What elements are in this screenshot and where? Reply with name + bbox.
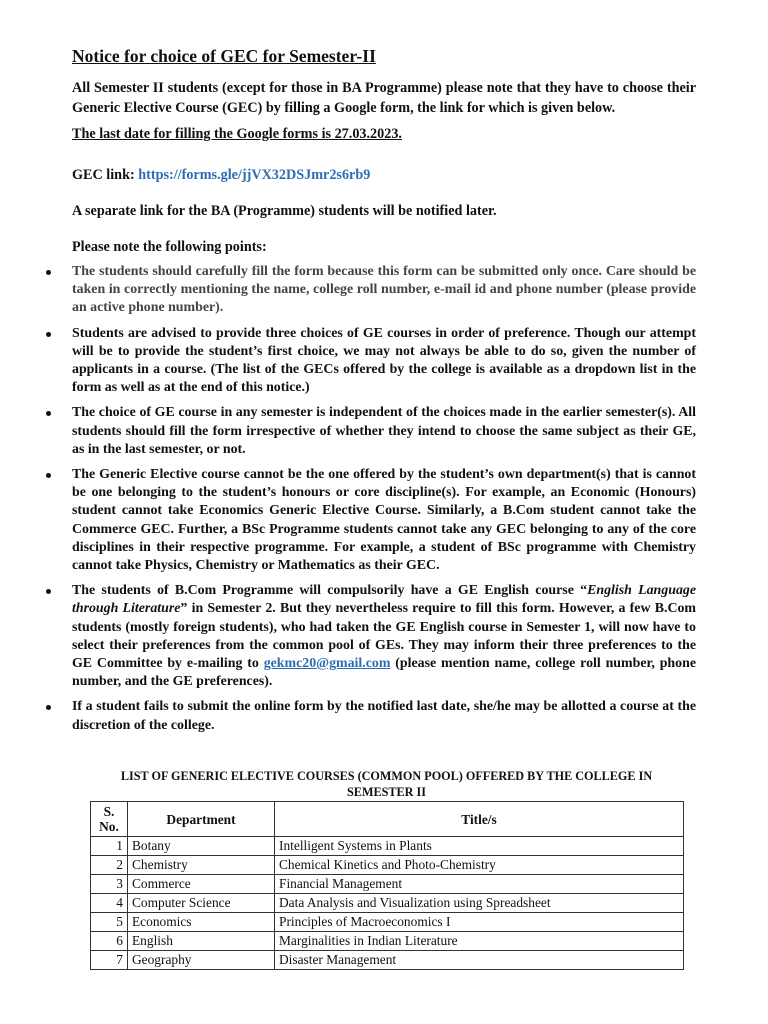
- cell-title: Data Analysis and Visualization using Spreadsheet: [275, 894, 684, 913]
- gec-link-line: [72, 165, 696, 185]
- table-header-row: [91, 802, 684, 837]
- cell-sn: 5: [91, 913, 128, 932]
- list-item: [0, 404, 696, 459]
- table-row: [91, 875, 684, 894]
- cell-title: Chemical Kinetics and Photo-Chemistry: [275, 856, 684, 875]
- point-text-part: (please mention name, college roll number, phone number, and the GE preferences).: [72, 656, 696, 690]
- points-list: [0, 263, 768, 742]
- cell-sn: 3: [91, 875, 128, 894]
- cell-department: Chemistry: [128, 856, 275, 875]
- cell-sn: 2: [91, 856, 128, 875]
- table-row: [91, 837, 684, 856]
- gec-table: [90, 801, 684, 970]
- table-row: [91, 913, 684, 932]
- cell-sn: 6: [91, 932, 128, 951]
- cell-department: Economics: [128, 913, 275, 932]
- gec-form-link[interactable]: https://forms.gle/jjVX32DSJmr2s6rb9: [138, 167, 371, 183]
- bullet-icon: [46, 270, 51, 275]
- point-text: The students should carefully fill the form because this form can be submitted only once. Care should be taken in correctly mentioning the name, college roll number, e-mail id and phone number (please provide an active phone number).: [72, 264, 696, 316]
- notice-title: Notice for choice of GEC for Semester-II: [72, 46, 376, 66]
- cell-department: Botany: [128, 837, 275, 856]
- bullet-icon: [46, 332, 51, 337]
- email-link[interactable]: gekmc20@gmail.com: [263, 656, 391, 672]
- cell-sn: 1: [91, 837, 128, 856]
- header-title: Title/s: [275, 802, 684, 837]
- cell-sn: 7: [91, 951, 128, 970]
- course-name: English Language through Literature: [72, 583, 697, 617]
- intro-paragraph: All Semester II students (except for those in BA Programme) please note that they have to choose their Generic Elective Course (GEC) by filling a Google form, the link for which is given below.: [72, 80, 696, 116]
- gec-link-label: GEC link:: [72, 167, 139, 183]
- point-text: The choice of GE course in any semester is independent of the choices made in the earlier semester(s). All students should fill the form irrespective of whether they intend to choose the same subject as their GE, as in the last semester, or not.: [72, 405, 696, 457]
- list-item: [0, 698, 696, 734]
- table-row: [91, 856, 684, 875]
- cell-title: Disaster Management: [275, 951, 684, 970]
- header-department: Department: [128, 802, 275, 837]
- point-text: Students are advised to provide three choices of GE courses in order of preference. Though our attempt will be to provide the student’s first choice, we may not always be able to do so, given the number of applicants in a course. (The list of the GECs offered by the college is available as a dropdown list in the form as well as at the end of this notice.): [72, 325, 696, 396]
- cell-department: Computer Science: [128, 894, 275, 913]
- last-date-notice: The last date for filling the Google forms is 27.03.2023.: [72, 126, 402, 142]
- point-text: The Generic Elective course cannot be the one offered by the student’s own department(s) that is cannot be one belonging to the student’s honours or core discipline(s). For example, an Economic (Honours) student cannot take Economics Generic Elective Course. Similarly, a B.Com student cannot take the Commerce GEC. Further, a BSc Programme students cannot take any GEC belonging to any of the core disciplines in their respective programme. For example, a student of BSc programme with Chemistry cannot take Physics, Chemistry or Mathematics as their GEC.: [72, 467, 696, 574]
- list-item: [0, 325, 696, 398]
- cell-sn: 4: [91, 894, 128, 913]
- cell-title: Intelligent Systems in Plants: [275, 837, 684, 856]
- header-sn: S. No.: [91, 802, 128, 837]
- cell-department: Geography: [128, 951, 275, 970]
- bullet-icon: [46, 705, 51, 710]
- point-text-part: ” in Semester 2. But they nevertheless require to fill this form. However, a few B.Com students (mostly foreign students), who had taken the GE English course in Semester 1, will now have to select their preferences from the common pool of GEs. They may inform their three preferences to the GE Committee by e-mailing to: [72, 601, 696, 672]
- bullet-icon: [46, 473, 51, 478]
- cell-department: Commerce: [128, 875, 275, 894]
- list-item: [0, 466, 696, 575]
- list-item: [0, 263, 696, 318]
- bullet-icon: [46, 589, 51, 594]
- table-row: [91, 951, 684, 970]
- cell-department: English: [128, 932, 275, 951]
- point-text: If a student fails to submit the online form by the notified last date, she/he may be allotted a course at the discretion of the college.: [72, 699, 696, 733]
- bullet-icon: [46, 411, 51, 416]
- list-item: [0, 582, 696, 691]
- point-text-part: The students of B.Com Programme will compulsorily have a GE English course “: [72, 583, 588, 599]
- cell-title: Principles of Macroeconomics I: [275, 913, 684, 932]
- points-intro: Please note the following points:: [72, 239, 267, 255]
- table-row: [91, 894, 684, 913]
- table-row: [91, 932, 684, 951]
- separate-link-notice: A separate link for the BA (Programme) students will be notified later.: [72, 203, 497, 219]
- cell-title: Financial Management: [275, 875, 684, 894]
- cell-title: Marginalities in Indian Literature: [275, 932, 684, 951]
- table-caption: LIST OF GENERIC ELECTIVE COURSES (COMMON POOL) OFFERED BY THE COLLEGE IN SEMESTER II: [120, 769, 653, 799]
